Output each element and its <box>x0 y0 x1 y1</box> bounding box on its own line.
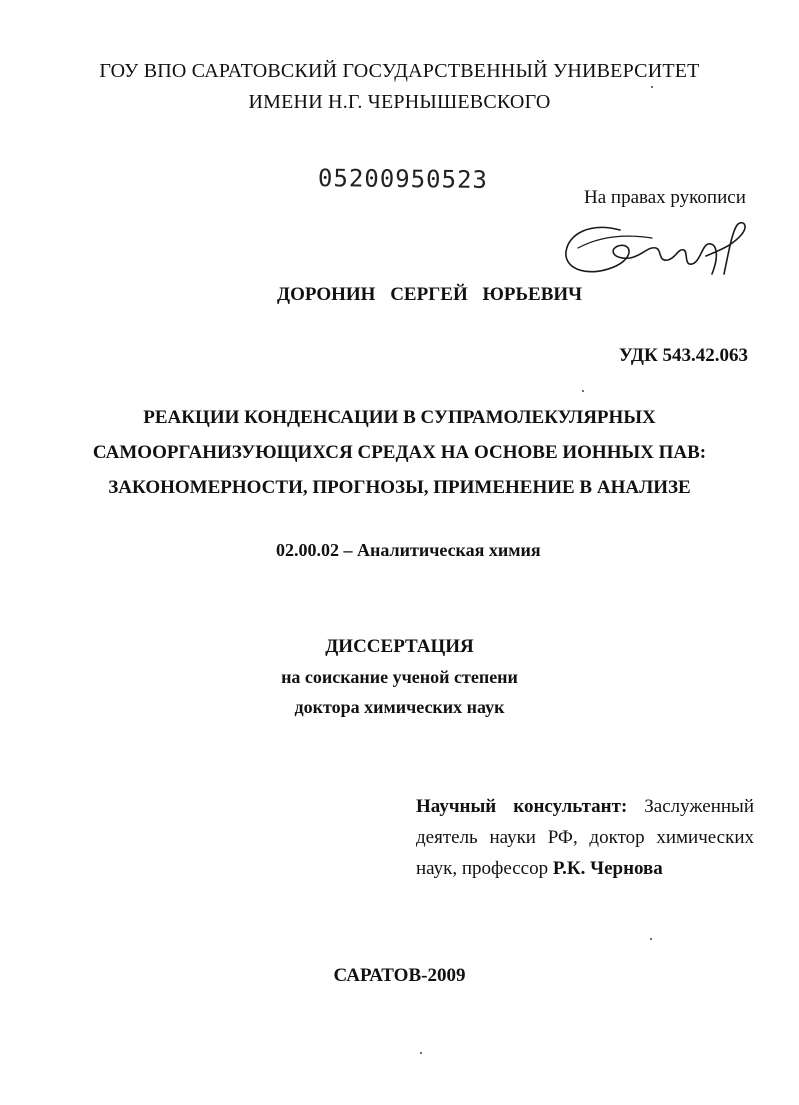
title-line-3: ЗАКОНОМЕРНОСТИ, ПРОГНОЗЫ, ПРИМЕНЕНИЕ В АНАЛИЗЕ <box>108 477 691 498</box>
author-signature-image <box>560 216 750 286</box>
author-name: ДОРОНИН СЕРГЕЙ ЮРЬЕВИЧ <box>277 284 583 305</box>
title-line-1: РЕАКЦИИ КОНДЕНСАЦИИ В СУПРАМОЛЕКУЛЯРНЫХ <box>143 407 656 428</box>
udk-code: УДК 543.42.063 <box>618 345 748 366</box>
degree-line-1: на соискание ученой степени <box>281 667 518 687</box>
scan-speck <box>420 1052 422 1054</box>
scientific-consultant <box>416 791 754 884</box>
consultant-description: Заслуженный деятель науки РФ, доктор химических наук, профессор <box>416 796 754 879</box>
university-name-line-2: ИМЕНИ Н.Г. ЧЕРНЫШЕВСКОГО <box>248 91 551 113</box>
specialty-code: 02.00.02 – Аналитическая химия <box>276 540 541 560</box>
library-code: 05200950523 <box>317 164 489 194</box>
consultant-label: Научный консультант: <box>416 796 628 817</box>
scan-speck <box>651 86 653 88</box>
consultant-name: Р.К. Чернова <box>552 858 663 879</box>
title-line-2: САМООРГАНИЗУЮЩИХСЯ СРЕДАХ НА ОСНОВЕ ИОННЫХ ПАВ: <box>92 442 707 463</box>
university-name-line-1: ГОУ ВПО САРАТОВСКИЙ ГОСУДАРСТВЕННЫЙ УНИВЕРСИТЕТ <box>99 60 700 82</box>
dissertation-heading: ДИССЕРТАЦИЯ <box>325 636 474 657</box>
manuscript-rights-note: На правах рукописи <box>584 187 746 208</box>
city-year: САРАТОВ-2009 <box>333 965 466 986</box>
scan-speck <box>582 390 584 392</box>
degree-line-2: доктора химических наук <box>294 697 505 717</box>
scan-speck <box>650 938 652 940</box>
